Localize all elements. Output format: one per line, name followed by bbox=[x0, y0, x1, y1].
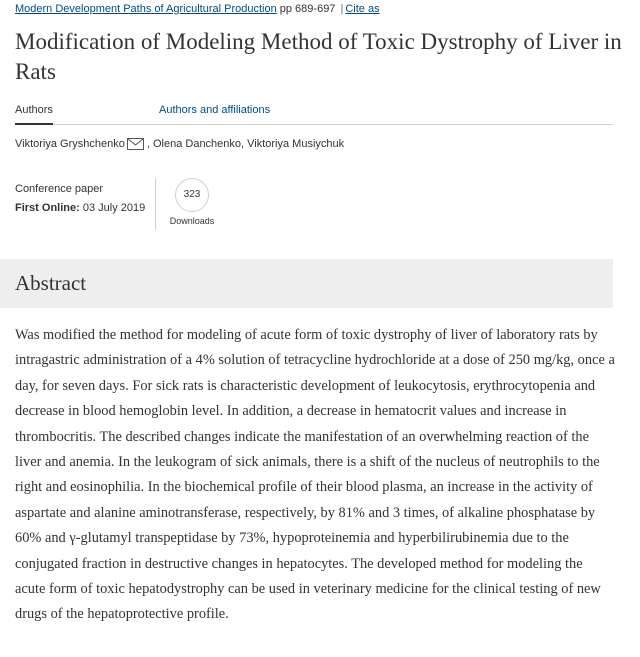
page-range: pp 689-697 bbox=[279, 3, 336, 15]
tab-authors[interactable]: Authors bbox=[15, 104, 53, 125]
author-list bbox=[15, 138, 344, 150]
meta-divider bbox=[155, 178, 156, 230]
content-type: Conference paper bbox=[15, 183, 104, 195]
downloads-label: Downloads bbox=[169, 216, 215, 226]
cite-as-link[interactable]: Cite as bbox=[345, 3, 380, 15]
author-name[interactable]: Viktoriya Gryshchenko bbox=[15, 138, 125, 150]
page-title: Modification of Modeling Method of Toxic Dystrophy of Liver in Rats bbox=[15, 29, 622, 84]
author-tabs bbox=[15, 104, 613, 125]
publication-meta bbox=[15, 180, 145, 218]
downloads-count: 323 bbox=[175, 178, 209, 212]
co-authors: , Olena Danchenko, Viktoriya Musiychuk bbox=[146, 138, 345, 150]
book-title-link[interactable]: Modern Development Paths of Agricultural Production bbox=[15, 3, 277, 15]
first-online bbox=[15, 199, 145, 218]
first-online-label: First Online: bbox=[15, 202, 80, 214]
downloads-metric bbox=[166, 178, 218, 226]
breadcrumb-separator: | bbox=[340, 3, 344, 15]
abstract-heading: Abstract bbox=[15, 271, 87, 295]
breadcrumb bbox=[15, 3, 380, 15]
first-online-date: 03 July 2019 bbox=[82, 202, 146, 214]
abstract-header bbox=[0, 259, 613, 308]
email-icon[interactable] bbox=[127, 138, 144, 150]
tab-authors-and-affiliations[interactable]: Authors and affiliations bbox=[159, 104, 271, 116]
abstract-text: Was modified the method for modeling of acute form of toxic dystrophy of liver of laboratory rats by intragastric administration of a 4% solution of tetracycline hydrochloride at a dose of 250 mg/kg, once a day, for seven days. For sick rats is characteristic development of leukocytosis, erythrocytopenia and decrease in blood hemoglobin level. In addition, a decrease in hematocrit values and increase in thrombocritis. The described changes indicate the manifestation of an overwhelming reaction of the liver and anemia. In the leukogram of sick animals, there is a shift of the nucleus of neutrophils to the right and eosinophilia. In the biochemical profile of their blood plasma, an increase in the activity of aspartate and alanine aminotransferase, respectively, by 81% and 3 times, of alkaline phosphatase by 60% and γ-glutamyl transpeptidase by 73%, hypoproteinemia and hyperbilirubinemia due to the conjugated fraction in destructive changes in hepatocytes. The developed method for modeling the acute form of toxic hepatodystrophy can be used in veterinary medicine for the clinical testing of new drugs of the hepatoprotective profile. bbox=[15, 327, 615, 623]
